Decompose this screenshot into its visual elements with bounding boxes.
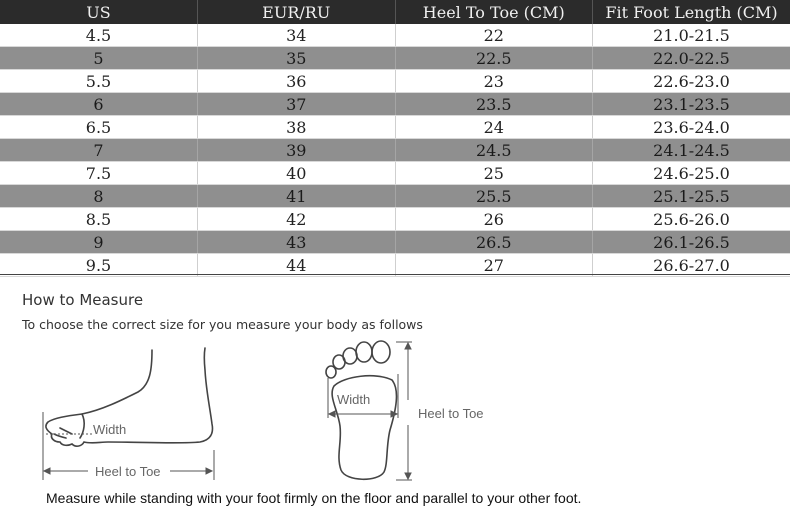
measure-note: Measure while standing with your foot firmly on the floor and parallel to your other foot. [46,490,582,506]
header-us: US [0,0,198,24]
cell-eur: 35 [198,47,396,70]
cell-eur: 34 [198,24,396,47]
cell-us: 6 [0,93,198,116]
cell-fit-length: 22.6-23.0 [593,70,790,93]
cell-eur: 38 [198,116,396,139]
cell-us: 5.5 [0,70,198,93]
cell-heel-toe: 26 [395,208,593,231]
measure-diagram [0,330,790,490]
header-eur-ru: EUR/RU [198,0,396,24]
table-row [0,208,790,231]
cell-us: 9.5 [0,254,198,277]
cell-eur: 43 [198,231,396,254]
sole-foot-illustration [326,341,396,479]
cell-fit-length: 24.6-25.0 [593,162,790,185]
cell-fit-length: 26.6-27.0 [593,254,790,277]
header-heel-to-toe: Heel To Toe (CM) [395,0,593,24]
cell-eur: 39 [198,139,396,162]
table-row [0,139,790,162]
cell-us: 6.5 [0,116,198,139]
cell-fit-length: 24.1-24.5 [593,139,790,162]
how-to-measure-title: How to Measure [22,291,144,309]
cell-us: 5 [0,47,198,70]
cell-fit-length: 25.6-26.0 [593,208,790,231]
table-row [0,116,790,139]
table-row [0,24,790,47]
table-row [0,93,790,116]
cell-us: 8.5 [0,208,198,231]
header-fit-foot-length: Fit Foot Length (CM) [593,0,790,24]
sole-width-label: Width [337,392,371,407]
cell-eur: 40 [198,162,396,185]
cell-us: 7 [0,139,198,162]
cell-us: 8 [0,185,198,208]
cell-us: 9 [0,231,198,254]
cell-eur: 42 [198,208,396,231]
table-row [0,162,790,185]
cell-us: 7.5 [0,162,198,185]
cell-fit-length: 21.0-21.5 [593,24,790,47]
cell-heel-toe: 23 [395,70,593,93]
cell-fit-length: 23.1-23.5 [593,93,790,116]
cell-eur: 44 [198,254,396,277]
cell-heel-toe: 22.5 [395,47,593,70]
cell-eur: 37 [198,93,396,116]
cell-heel-toe: 27 [395,254,593,277]
cell-fit-length: 23.6-24.0 [593,116,790,139]
cell-fit-length: 26.1-26.5 [593,231,790,254]
table-header-row [0,0,790,24]
cell-heel-toe: 24 [395,116,593,139]
cell-eur: 36 [198,70,396,93]
table-bottom-rule [0,274,790,275]
cell-heel-toe: 25 [395,162,593,185]
sole-measure-lines [328,342,412,480]
table-row [0,70,790,93]
side-width-label: Width [93,422,127,437]
side-foot-illustration [46,348,213,446]
how-to-measure-subtitle: To choose the correct size for you measure your body as follows [22,317,423,332]
cell-eur: 41 [198,185,396,208]
cell-fit-length: 22.0-22.5 [593,47,790,70]
cell-heel-toe: 24.5 [395,139,593,162]
cell-heel-toe: 25.5 [395,185,593,208]
side-heel-to-toe-label: Heel to Toe [95,464,161,479]
cell-heel-toe: 23.5 [395,93,593,116]
table-row [0,185,790,208]
cell-fit-length: 25.1-25.5 [593,185,790,208]
cell-heel-toe: 26.5 [395,231,593,254]
table-row [0,231,790,254]
table-row [0,47,790,70]
cell-us: 4.5 [0,24,198,47]
cell-heel-toe: 22 [395,24,593,47]
sole-heel-to-toe-label: Heel to Toe [418,406,484,421]
